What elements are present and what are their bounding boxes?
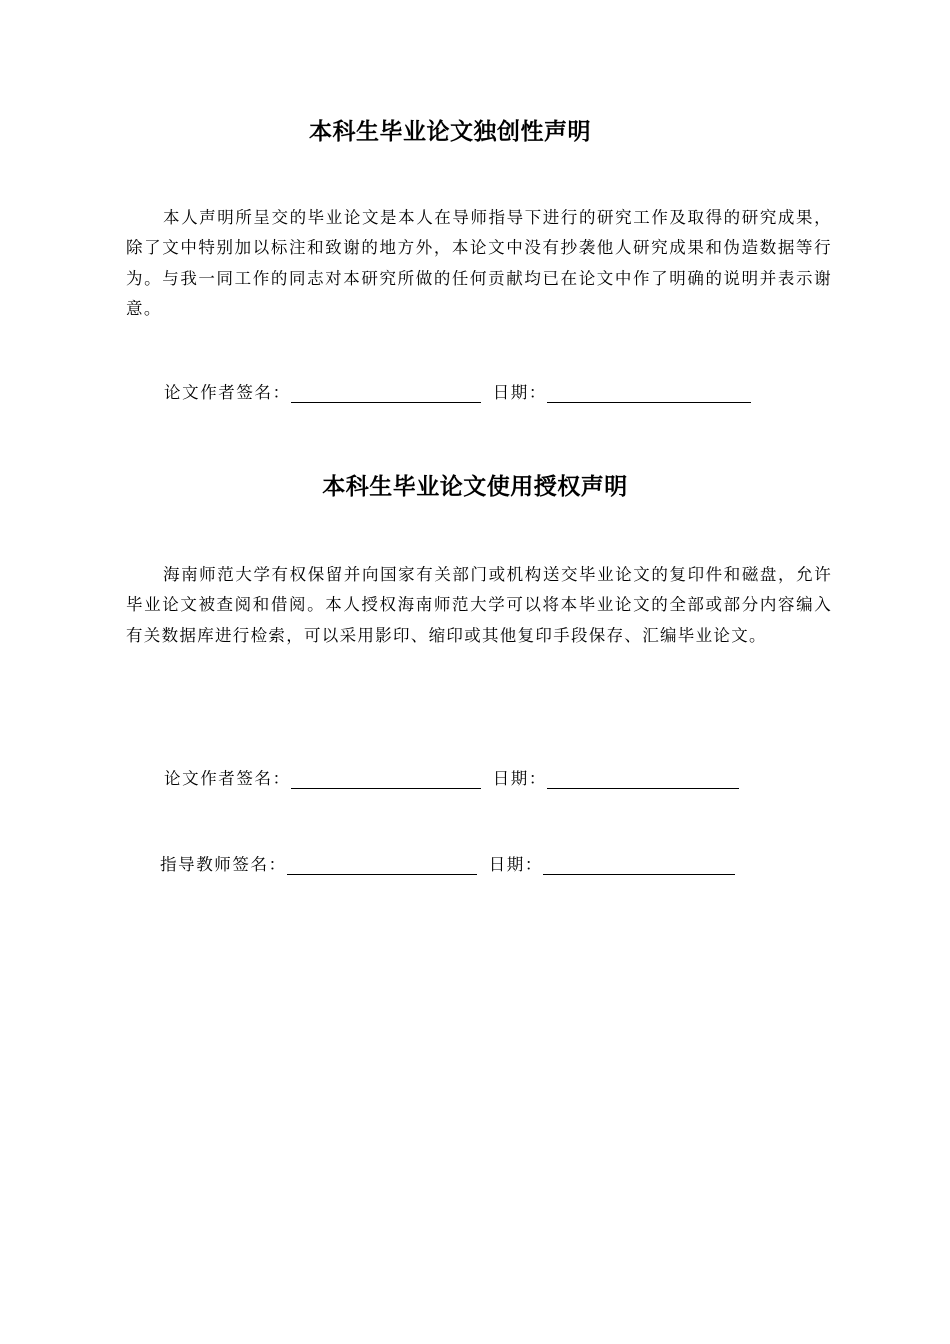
author-date-field[interactable] (547, 770, 739, 789)
originality-signature-row (164, 379, 763, 403)
authorization-advisor-signature-row (160, 851, 747, 875)
advisor-date-label: 日期： (488, 855, 544, 874)
authorization-body: 海南师范大学有权保留并向国家有关部门或机构送交毕业论文的复印件和磁盘，允许毕业论文被查阅和借阅。本人授权海南师范大学可以将本毕业论文的全部或部分内容编入有关数据库进行检索，可以采用影印、缩印或其他复印手段保存、汇编毕业论文。 (126, 565, 832, 645)
author-signature-label: 论文作者签名： (164, 769, 291, 788)
date-label: 日期： (492, 383, 548, 402)
author-signature-label: 论文作者签名： (164, 383, 291, 402)
date-field[interactable] (547, 384, 751, 403)
authorization-author-signature-row (164, 765, 751, 789)
author-signature-field[interactable] (291, 770, 481, 789)
author-signature-field[interactable] (291, 384, 481, 403)
originality-title: 本科生毕业论文独创性声明 (309, 119, 591, 145)
advisor-signature-label: 指导教师签名： (160, 855, 287, 874)
advisor-signature-field[interactable] (287, 856, 477, 875)
authorization-title: 本科生毕业论文使用授权声明 (322, 474, 628, 500)
advisor-date-field[interactable] (543, 856, 735, 875)
author-date-label: 日期： (492, 769, 548, 788)
originality-body: 本人声明所呈交的毕业论文是本人在导师指导下进行的研究工作及取得的研究成果，除了文中特别加以标注和致谢的地方外，本论文中没有抄袭他人研究成果和伪造数据等行为。与我一同工作的同志对本研究所做的任何贡献均已在论文中作了明确的说明并表示谢意。 (126, 208, 832, 318)
